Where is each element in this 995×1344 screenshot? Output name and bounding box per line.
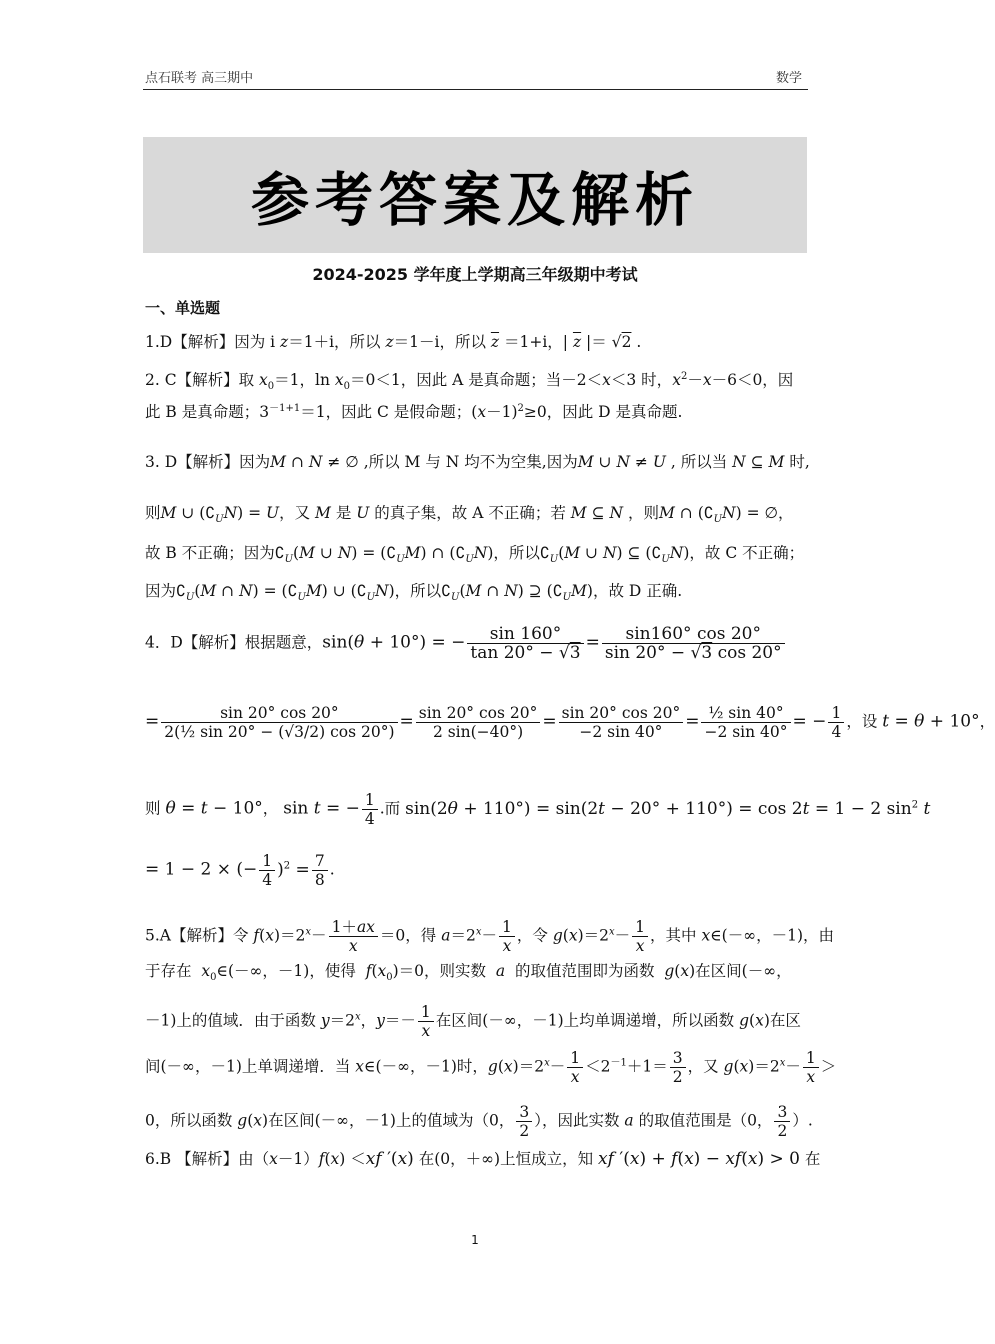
answer-2-line2: 此 B 是真命题；$3^{-1+1}=1$，因此 C 是假命题；$(x-1)^2\ge 0$，因此 D 是真命题.: [145, 402, 683, 421]
answer-3-line2: 则M ∪ $(∁_UN) = U$，又 M 是 U 的真子集，故 A 不正确；若 M ⊆ N ，则M ∩ $(∁_UN)$ = ∅，: [145, 504, 794, 526]
answer-4-line1: 4．D【解析】根据题意，sin(θ + 10°) = − $\frac{\sin 160^\circ}{\tan 20^\circ - √3}$ = $\frac{\sin 160^\circ \cos 20^\circ}{\sin 20^\circ - √3 \cos 20^\circ}$: [145, 625, 809, 662]
header-right: 数学: [776, 71, 803, 86]
banner-title: 参考答案及解析: [250, 166, 699, 234]
answer-3-line3: 故 B 不正确；因为$∁_U(M$ ∪ $N) = (∁_UM)$ ∩ $(∁_UN)$，所以$∁_U(M$ ∪ N) ⊆ $(∁_UN)$，故 C 不正确；: [145, 544, 805, 566]
answer-5-line5: 0，所以函数 g(x)在区间(－∞，－1)上的值域为（0， $\frac{3}{2}$ ），因此实数 a 的取值范围是（0， $\frac{3}{2}$ ）.: [145, 1103, 813, 1140]
answer-4-line4: = 1 − 2 × (− $\frac{1}{4}$ )$^2$ = $\frac{7}{8}$ .: [145, 852, 335, 889]
exam-title: 2024-2025 学年度上学期高三年级期中考试: [312, 265, 638, 284]
header-left: 点石联考 高三期中: [145, 71, 254, 86]
answer-4-line3: 则 θ = t − 10°， sin t = − $\frac{1}{4}$ .而 sin(2θ + 110°) = sin(2t − 20° + 110°) = cos 2t = 1 − 2 $\sin^2 t$: [145, 791, 931, 828]
answer-3-line1: 3. D【解析】因为M ∩ N ≠ ∅ ,所以 M 与 N 均不为空集,因为M ∪ N ≠ U , 所以当 N ⊆ M 时,: [145, 453, 810, 471]
answer-4-line2: = $\frac{\sin 20^\circ \cos 20^\circ}{\text{2(½ sin 20° − (√3/2) cos 20°)}}$ = $\frac{\sin 20^\circ \cos 20^\circ}{2 \sin(-40^\circ)}$ = $\frac{\sin 20^\circ \cos 20^\circ}{-2 \sin 40^\circ}$ = $\frac{\text{½ sin 40°}}{-2 \sin 40^\circ}$ = − $\frac{1}{4}$ ，设 t = θ + 10°，: [145, 704, 995, 741]
answer-5-line2: 于存在 $x_0\in(-\infty$，－1)，使得 $f(x_0)=0$，则实数 a 的取值范围即为函数 g(x)在区间(－∞，: [145, 962, 792, 984]
answer-2-line1: 2. C【解析】取 $x_0=1$，$\ln x_0=0<1$，因此 A 是真命题；当－2＜x＜3 时，$x^2-x-6<0$，因: [145, 370, 794, 393]
answer-5-line3: －1)上的值域．由于函数 $y=2^x$，y＝－ $\frac{1}{x}$ 在区间(－∞，－1)上均单调递增，所以函数 g(x)在区: [145, 1003, 801, 1040]
section-title: 一、单选题: [145, 299, 221, 317]
page-number: 1: [471, 1233, 479, 1247]
header-rule: [143, 89, 808, 90]
answer-6-line1: 6.B 【解析】由（x－1）f(x) ＜xf ′(x) 在(0，＋∞)上恒成立，知 xf ′(x) + f(x) − xf(x) > 0 在: [145, 1149, 821, 1169]
title-banner: [143, 137, 807, 253]
answer-5-line4: 间(－∞，－1)上单调递增．当 x∈(－∞，－1)时，$g(x)=2^x-$ $\frac{1}{x}$ $<2^{-1}+1=$ $\frac{3}{2}$ ，又 $g(x)=2^x-$ $\frac{1}{x}$ ＞: [145, 1049, 837, 1086]
answer-3-line4: 因为$∁_U(M$ ∩ $N) = (∁_UM)$ ∪ $(∁_UN)$，所以$∁_U(M$ ∩ N) ⊇ $(∁_UM)$，故 D 正确.: [145, 582, 683, 604]
answer-5-line1: 5.A【解析】令 $f(x)=2^x-$ $\frac{1+ax}{x}$ ＝0，得 $a=2^x-$ $\frac{1}{x}$ ，令 $g(x)=2^x-$ $\frac{1}{x}$ ，其中 x∈(－∞，－1)，由: [145, 918, 835, 955]
answer-1: 1.D【解析】因为 i z＝1＋i，所以 z＝1－i，所以 $\overline{z} =1+i$，| $\overline{z}$ |＝ √2 .: [145, 333, 642, 351]
